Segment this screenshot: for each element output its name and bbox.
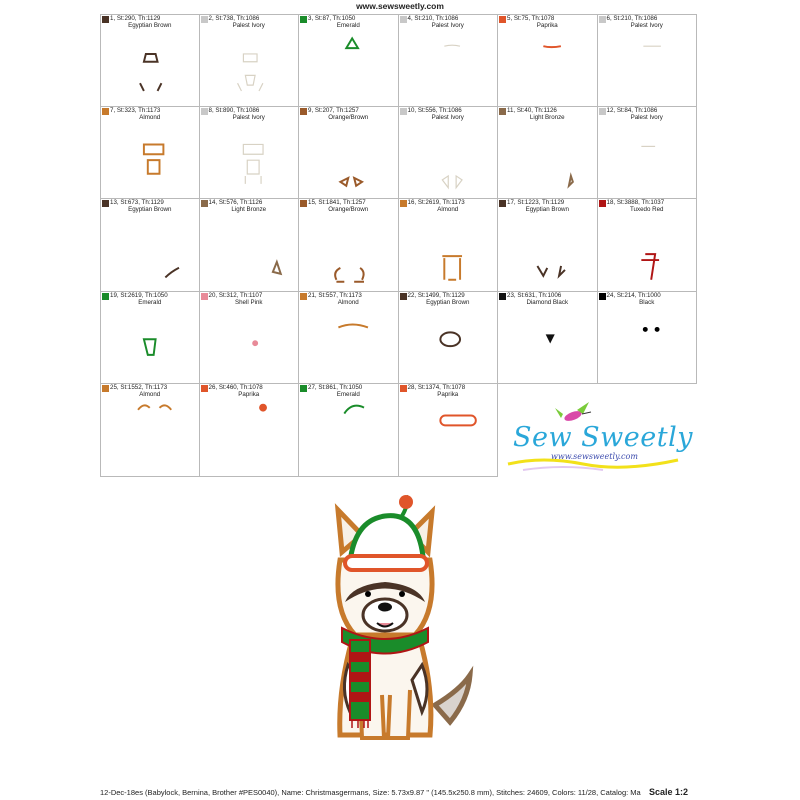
color-stop-info: 21, St:557, Th:1173	[308, 291, 362, 299]
scale-label: Scale 1:2	[648, 787, 688, 797]
color-stop-cell	[299, 107, 399, 200]
color-stop-cell	[200, 384, 300, 477]
thread-name: Diamond Black	[526, 298, 569, 306]
color-stop-info: 11, St:40, Th:1126	[507, 106, 557, 114]
color-stop-cell	[598, 107, 698, 200]
stitch-thumbnail-icon	[598, 199, 697, 291]
thread-name: Palest Ivory	[232, 113, 265, 121]
stitch-thumbnail-icon	[399, 292, 498, 384]
stitch-thumbnail-icon	[598, 107, 697, 199]
color-stop-cell	[100, 384, 200, 477]
thread-name: Palest Ivory	[431, 22, 464, 29]
stitch-thumbnail-icon	[498, 107, 597, 199]
thread-name: Almond	[139, 391, 161, 399]
color-stop-cell	[399, 199, 499, 292]
stitch-thumbnail-icon	[399, 199, 498, 291]
color-stop-cell	[498, 14, 598, 107]
color-stop-info: 1, St:290, Th:1129	[110, 15, 161, 22]
thread-name: Egyptian Brown	[128, 206, 172, 214]
stitch-thumbnail-icon	[101, 384, 199, 476]
color-stop-info: 24, St:214, Th:1000	[606, 291, 661, 299]
color-stop-info: 26, St:460, Th:1078	[208, 384, 263, 392]
color-stop-info: 8, St:890, Th:1086	[208, 106, 260, 114]
color-stop-info: 27, St:861, Th:1050	[308, 384, 363, 392]
color-stop-info: 16, St:2619, Th:1173	[407, 199, 465, 207]
thread-name: Emerald	[138, 298, 162, 306]
stitch-thumbnail-icon	[200, 292, 299, 384]
thread-name: Egyptian Brown	[426, 298, 470, 306]
thread-name: Paprika	[536, 22, 558, 29]
site-url[interactable]: www.sewsweetly.com	[356, 1, 444, 11]
color-stop-info: 23, St:631, Th:1006	[507, 291, 562, 299]
color-stop-info: 14, St:576, Th:1126	[208, 199, 263, 207]
thread-name: Almond	[337, 298, 359, 306]
stitch-thumbnail-icon	[200, 107, 299, 199]
color-stop-cell	[200, 292, 300, 385]
footer-info: 12-Dec-18es (Babylock, Bernina, Brother #PES0040), Name: Christmasgermans, Size: 5.73x9.87 " (145.5x250.8 mm), Stitches: 24609, Colors: 11/28, Catalog: Ma	[100, 788, 641, 797]
stitch-thumbnail-icon	[101, 199, 199, 291]
thread-name: Black	[639, 298, 655, 306]
stitch-thumbnail-icon	[498, 292, 597, 384]
color-stop-cell	[200, 199, 300, 292]
color-stop-cell	[200, 107, 300, 200]
stitch-thumbnail-icon	[299, 15, 398, 106]
color-stop-info: 7, St:323, Th:1173	[110, 106, 161, 114]
stitch-thumbnail-icon	[101, 15, 199, 106]
thread-name: Egyptian Brown	[128, 22, 172, 29]
color-stop-info: 2, St:738, Th:1086	[208, 15, 260, 22]
color-stop-info: 3, St:87, Th:1050	[308, 15, 356, 22]
thread-name: Orange/Brown	[328, 206, 369, 214]
color-stop-cell	[299, 14, 399, 107]
stitch-thumbnail-icon	[299, 199, 398, 291]
dog-design-preview	[310, 490, 480, 750]
color-stop-cell	[299, 199, 399, 292]
stitch-thumbnail-icon	[598, 292, 697, 384]
color-stop-cell	[498, 107, 598, 200]
color-stop-info: 10, St:556, Th:1086	[407, 106, 462, 114]
thread-name: Light Bronze	[231, 206, 267, 214]
color-stop-info: 19, St:2619, Th:1050	[110, 291, 168, 299]
color-stop-info: 17, St:1223, Th:1129	[507, 199, 565, 207]
stitch-thumbnail-icon	[399, 384, 498, 476]
thread-name: Palest Ivory	[232, 22, 265, 29]
color-stop-info: 18, St:3888, Th:1037	[606, 199, 665, 207]
stitch-thumbnail-icon	[598, 15, 697, 106]
thread-name: Tuxedo Red	[630, 206, 664, 214]
thread-name: Egyptian Brown	[525, 206, 569, 214]
thread-name: Palest Ivory	[630, 22, 663, 29]
stitch-thumbnail-icon	[498, 199, 597, 291]
color-stop-cell	[299, 384, 399, 477]
stitch-thumbnail-icon	[200, 199, 299, 291]
thread-name: Shell Pink	[234, 298, 263, 306]
color-stop-cell	[100, 14, 200, 107]
color-stop-info: 12, St:84, Th:1086	[606, 106, 658, 114]
color-stop-cell	[598, 292, 698, 385]
color-stop-info: 15, St:1841, Th:1257	[308, 199, 366, 207]
stitch-thumbnail-icon	[101, 292, 199, 384]
color-stop-info: 25, St:1552, Th:1173	[110, 384, 168, 392]
stitch-thumbnail-icon	[399, 15, 498, 106]
color-stop-cell	[399, 107, 499, 200]
color-stop-info: 20, St:312, Th:1107	[208, 291, 263, 299]
stitch-thumbnail-icon	[399, 107, 498, 199]
thread-name: Palest Ivory	[431, 113, 464, 121]
color-stop-cell	[399, 384, 499, 477]
thread-name: Paprika	[437, 391, 459, 399]
color-stop-cell	[498, 199, 598, 292]
color-stop-cell	[399, 14, 499, 107]
stitch-thumbnail-icon	[101, 107, 199, 199]
color-stop-info: 22, St:1499, Th:1129	[407, 291, 465, 299]
color-stop-info: 5, St:75, Th:1078	[507, 15, 555, 22]
logo-brand: Sew Sweetly	[513, 422, 693, 453]
color-stop-cell	[299, 292, 399, 385]
color-stop-cell	[100, 107, 200, 200]
stitch-thumbnail-icon	[299, 292, 398, 384]
color-stop-info: 6, St:210, Th:1086	[606, 15, 658, 22]
thread-name: Emerald	[336, 391, 360, 399]
thread-name: Almond	[139, 113, 161, 121]
thread-name: Paprika	[238, 391, 260, 399]
sew-sweetly-logo	[503, 400, 693, 480]
color-stop-info: 4, St:210, Th:1086	[407, 15, 459, 22]
thread-name: Orange/Brown	[328, 113, 369, 121]
stitch-thumbnail-icon	[498, 15, 597, 106]
stitch-thumbnail-icon	[299, 384, 398, 476]
logo-url: www.sewsweetly.com	[551, 452, 638, 461]
color-stop-cell	[100, 292, 200, 385]
thread-name: Emerald	[336, 22, 360, 29]
color-stop-cell	[498, 292, 598, 385]
thread-name: Light Bronze	[529, 113, 565, 121]
color-stop-cell	[399, 292, 499, 385]
stitch-thumbnail-icon	[200, 384, 299, 476]
stitch-thumbnail-icon	[200, 15, 299, 106]
color-stop-info: 13, St:673, Th:1129	[110, 199, 164, 207]
color-stop-cell	[598, 199, 698, 292]
stitch-thumbnail-icon	[299, 107, 398, 199]
thread-name: Palest Ivory	[630, 113, 663, 121]
thread-name: Almond	[437, 206, 459, 214]
color-stop-info: 9, St:207, Th:1257	[308, 106, 359, 114]
color-stop-info: 28, St:1374, Th:1078	[407, 384, 466, 392]
color-stop-cell	[200, 14, 300, 107]
color-stop-cell	[100, 199, 200, 292]
color-stop-cell	[598, 14, 698, 107]
